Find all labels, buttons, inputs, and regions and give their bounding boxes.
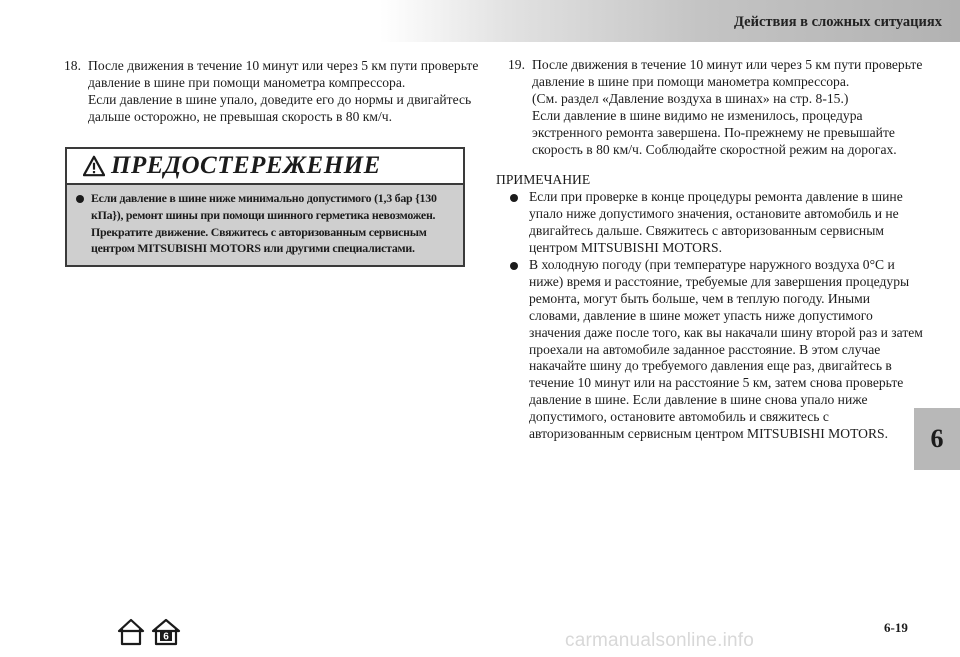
note-text: Если при проверке в конце процедуры ремонта давление в шине упало ниже допустимого значения, остановите автомобиль и не двигайтесь дальше. Свяжитесь с авторизованным сервисным центром MITSUBISHI MOTORS. (529, 189, 903, 256)
note-text: В холодную погоду (при температуре наружного воздуха 0°С и ниже) время и расстояние, требуемые для завершения процедуры ремонта, могут быть больше, чем в теплую погоду. Иными словами, давление в шине может упасть ниже допустимого значения даже после того, как вы накачали шину второй раз и затем проехали на автомобиле заданное расстояние. В этом случае накачайте шину до требуемого давления еще раз, двигайтесь в течение 10 минут или на расстояние 5 км, затем снова проверьте давление в шине. Если давление в шине снова упало ниже допустимого, остановите автомобиль и свяжитесь с авторизованным сервисным центром MITSUBISHI MOTORS. (529, 256, 923, 442)
warning-box (65, 147, 465, 267)
note-label: ПРИМЕЧАНИЕ (496, 172, 591, 188)
chapter-tab: 6 (914, 408, 960, 470)
step-number: 19. (508, 57, 525, 72)
warning-triangle-icon (83, 155, 105, 177)
note-bullet (508, 257, 923, 443)
footer-nav (116, 617, 182, 647)
bullet-icon (510, 262, 518, 270)
chapter-home-icon[interactable] (150, 617, 182, 647)
step-text: Если давление в шине упало, доведите его до нормы и двигайтесь дальше осторожно, не превышая скорость в 80 км/ч. (88, 91, 472, 124)
header-band (380, 0, 960, 42)
page-number: 6-19 (884, 620, 908, 635)
step-18 (64, 58, 484, 126)
right-column (496, 57, 923, 443)
step-text: (См. раздел «Давление воздуха в шинах» на стр. 8-15.) (532, 90, 849, 106)
home-icon[interactable] (116, 617, 146, 647)
note-bullet (508, 189, 923, 257)
step-19 (508, 57, 923, 158)
left-column (64, 58, 484, 126)
warning-text-block (67, 185, 463, 257)
warning-header (67, 149, 463, 185)
warning-text: Если давление в шине ниже минимально допустимого (1,3 бар {130 кПа}), ремонт шины при помощи шинного герметика невозможен. Прекратите движение. Свяжитесь с авторизованным сервисным центром MITSUBISHI MOTORS или другими специалистами. (91, 191, 437, 256)
step-text: После движения в течение 10 минут или через 5 км пути проверьте давление в шине при помощи манометра компрессора. (532, 57, 923, 89)
bullet-icon (76, 195, 84, 203)
step-number: 18. (64, 58, 81, 73)
chapter-badge: 6 (163, 631, 169, 643)
step-text: После движения в течение 10 минут или через 5 км пути проверьте давление в шине при помощи манометра компрессора. (88, 58, 479, 90)
section-title: Действия в сложных ситуациях (734, 14, 942, 30)
step-text: Если давление в шине видимо не изменилось, процедура экстренного ремонта завершена. По-прежнему не превышайте скорость в 80 км/ч. Соблюдайте скоростной режим на дорогах. (532, 107, 897, 157)
bullet-icon (510, 194, 518, 202)
watermark: carmanualsonline.info (565, 630, 755, 651)
warning-title: ПРЕДОСТЕРЕЖЕНИЕ (111, 152, 381, 179)
